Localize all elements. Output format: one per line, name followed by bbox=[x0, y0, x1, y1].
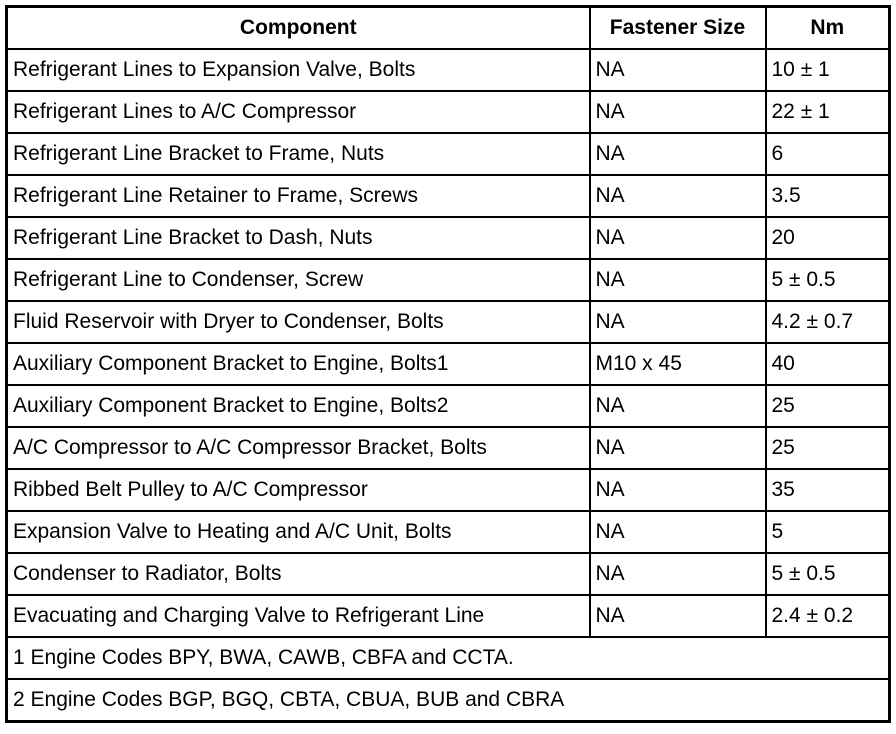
cell-nm: 5 bbox=[766, 511, 890, 553]
footnote-text: 1 Engine Codes BPY, BWA, CAWB, CBFA and CCTA. bbox=[7, 637, 890, 679]
cell-fastener-size: NA bbox=[590, 301, 766, 343]
table-row bbox=[7, 427, 890, 469]
cell-component: Refrigerant Lines to A/C Compressor bbox=[7, 91, 590, 133]
cell-fastener-size: NA bbox=[590, 175, 766, 217]
cell-fastener-size: NA bbox=[590, 259, 766, 301]
header-fastener-size: Fastener Size bbox=[590, 7, 766, 50]
cell-component: Fluid Reservoir with Dryer to Condenser, Bolts bbox=[7, 301, 590, 343]
cell-fastener-size: NA bbox=[590, 427, 766, 469]
cell-nm: 25 bbox=[766, 385, 890, 427]
table-row bbox=[7, 343, 890, 385]
cell-nm: 3.5 bbox=[766, 175, 890, 217]
footnote-row bbox=[7, 679, 890, 722]
cell-fastener-size: NA bbox=[590, 595, 766, 637]
cell-nm: 22 ± 1 bbox=[766, 91, 890, 133]
cell-nm: 5 ± 0.5 bbox=[766, 259, 890, 301]
cell-fastener-size: NA bbox=[590, 469, 766, 511]
cell-component: Auxiliary Component Bracket to Engine, Bolts1 bbox=[7, 343, 590, 385]
cell-nm: 4.2 ± 0.7 bbox=[766, 301, 890, 343]
header-row bbox=[7, 7, 890, 50]
cell-component: Ribbed Belt Pulley to A/C Compressor bbox=[7, 469, 590, 511]
cell-component: Refrigerant Line Retainer to Frame, Screws bbox=[7, 175, 590, 217]
footnote-text: 2 Engine Codes BGP, BGQ, CBTA, CBUA, BUB and CBRA bbox=[7, 679, 890, 722]
cell-component: Evacuating and Charging Valve to Refrigerant Line bbox=[7, 595, 590, 637]
cell-component: Auxiliary Component Bracket to Engine, Bolts2 bbox=[7, 385, 590, 427]
cell-component: A/C Compressor to A/C Compressor Bracket, Bolts bbox=[7, 427, 590, 469]
cell-nm: 10 ± 1 bbox=[766, 49, 890, 91]
cell-fastener-size: M10 x 45 bbox=[590, 343, 766, 385]
table-row bbox=[7, 553, 890, 595]
header-component: Component bbox=[7, 7, 590, 50]
cell-nm: 35 bbox=[766, 469, 890, 511]
cell-nm: 40 bbox=[766, 343, 890, 385]
table-row bbox=[7, 91, 890, 133]
table-row bbox=[7, 385, 890, 427]
cell-component: Refrigerant Line Bracket to Dash, Nuts bbox=[7, 217, 590, 259]
cell-nm: 6 bbox=[766, 133, 890, 175]
cell-fastener-size: NA bbox=[590, 49, 766, 91]
table-row bbox=[7, 259, 890, 301]
cell-component: Condenser to Radiator, Bolts bbox=[7, 553, 590, 595]
table-row bbox=[7, 595, 890, 637]
table-row bbox=[7, 301, 890, 343]
table-row bbox=[7, 175, 890, 217]
cell-component: Expansion Valve to Heating and A/C Unit, Bolts bbox=[7, 511, 590, 553]
cell-component: Refrigerant Line Bracket to Frame, Nuts bbox=[7, 133, 590, 175]
footnote-row bbox=[7, 637, 890, 679]
table-row bbox=[7, 217, 890, 259]
cell-nm: 2.4 ± 0.2 bbox=[766, 595, 890, 637]
cell-nm: 25 bbox=[766, 427, 890, 469]
table-row bbox=[7, 49, 890, 91]
table-row bbox=[7, 469, 890, 511]
cell-nm: 20 bbox=[766, 217, 890, 259]
cell-component: Refrigerant Line to Condenser, Screw bbox=[7, 259, 590, 301]
cell-fastener-size: NA bbox=[590, 511, 766, 553]
cell-fastener-size: NA bbox=[590, 217, 766, 259]
cell-fastener-size: NA bbox=[590, 133, 766, 175]
cell-fastener-size: NA bbox=[590, 385, 766, 427]
header-nm: Nm bbox=[766, 7, 890, 50]
table-row bbox=[7, 133, 890, 175]
torque-spec-table bbox=[5, 5, 891, 723]
cell-fastener-size: NA bbox=[590, 553, 766, 595]
cell-fastener-size: NA bbox=[590, 91, 766, 133]
cell-nm: 5 ± 0.5 bbox=[766, 553, 890, 595]
table-row bbox=[7, 511, 890, 553]
cell-component: Refrigerant Lines to Expansion Valve, Bolts bbox=[7, 49, 590, 91]
